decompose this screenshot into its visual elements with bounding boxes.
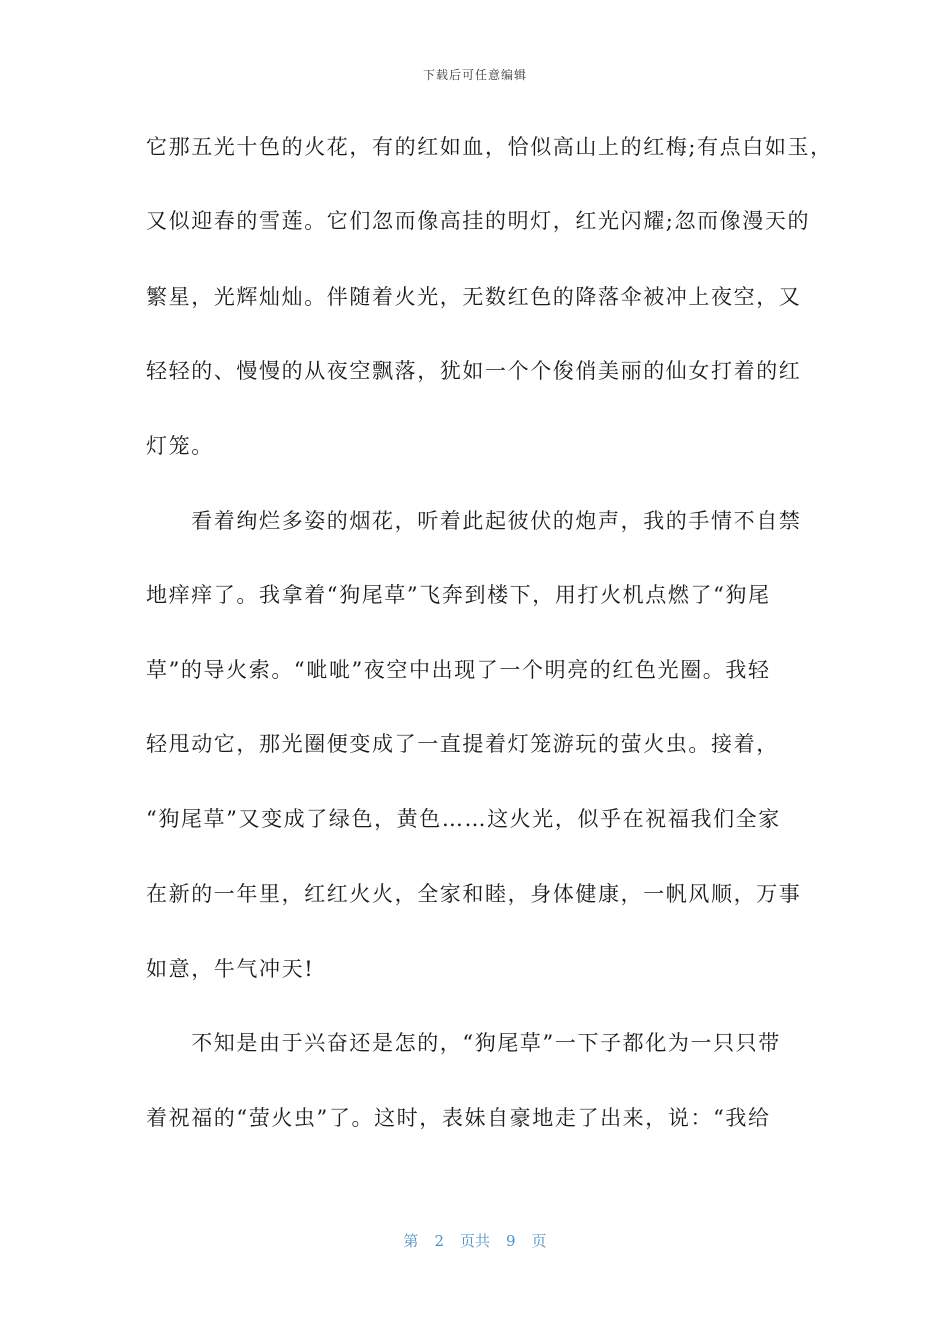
- page-label-suffix: 页: [531, 1232, 547, 1250]
- page-number: 2: [434, 1232, 444, 1250]
- text-line: “狗尾草”又变成了绿色，黄色……这火光，似乎在祝福我们全家: [146, 807, 781, 831]
- text-line: 灯笼。: [146, 434, 214, 458]
- text-line: 轻甩动它，那光圈便变成了一直提着灯笼游玩的萤火虫。接着，: [146, 732, 779, 756]
- page-label-middle: 页共: [459, 1232, 490, 1250]
- text-line: 着祝福的“萤火虫”了。这时，表妹自豪地走了出来，说：“我给: [146, 1106, 771, 1130]
- text-line: 草”的导火索。“呲呲”夜空中出现了一个明亮的红色光圈。我轻: [146, 658, 771, 682]
- text-line: 又似迎春的雪莲。它们忽而像高挂的明灯，红光闪耀;忽而像漫天的: [146, 209, 811, 233]
- text-line: 轻轻的、慢慢的从夜空飘落，犹如一个个俊俏美丽的仙女打着的红: [146, 359, 802, 383]
- text-line: 繁星，光辉灿灿。伴随着火光，无数红色的降落伞被冲上夜空，又: [146, 285, 802, 309]
- text-line: 看着绚烂多姿的烟花，听着此起彼伏的炮声，我的手情不自禁: [146, 509, 802, 533]
- text-line: 如意，牛气冲天!: [146, 957, 315, 981]
- page-label-prefix: 第: [403, 1232, 419, 1250]
- text-line: 它那五光十色的火花，有的红如血，恰似高山上的红梅;有点白如玉，: [146, 135, 833, 159]
- text-line: 地痒痒了。我拿着“狗尾草”飞奔到楼下，用打火机点燃了“狗尾: [146, 583, 771, 607]
- page-footer: [0, 1230, 950, 1251]
- text-line: 在新的一年里，红红火火，全家和睦，身体健康，一帆风顺，万事: [146, 882, 802, 906]
- header-note: 下载后可任意编辑: [422, 68, 527, 82]
- text-line: 不知是由于兴奋还是怎的，“狗尾草”一下子都化为一只只带: [146, 1031, 781, 1055]
- total-pages: 9: [506, 1232, 516, 1250]
